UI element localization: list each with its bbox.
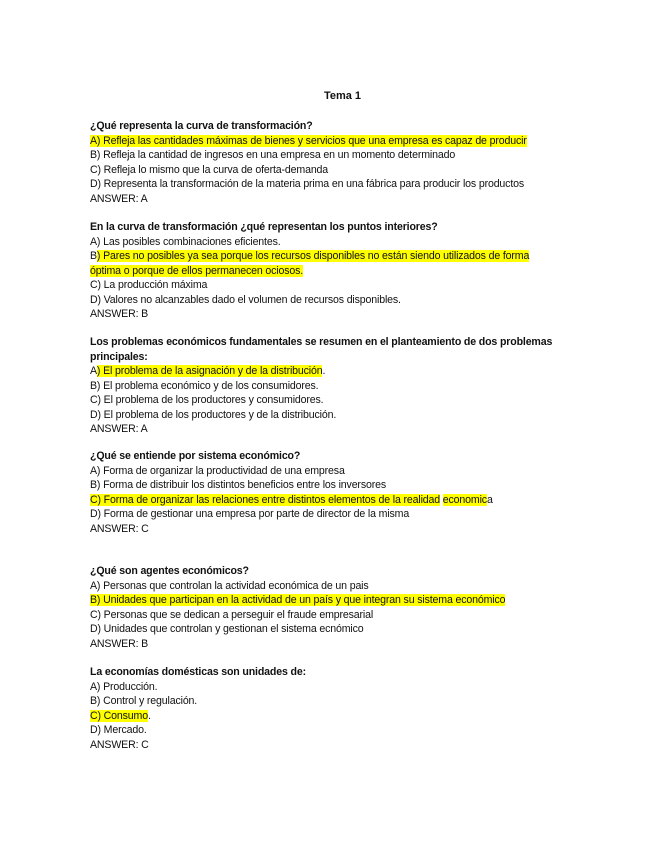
highlighted-text: economic — [442, 493, 487, 506]
answer-option — [90, 593, 560, 608]
highlighted-text: B) Unidades que participan en la actividad de un país y que integran su sistema económico — [90, 594, 506, 606]
answer-option — [90, 249, 560, 264]
answer-option — [90, 507, 560, 522]
question-text: ¿Qué representa la curva de transformación? — [90, 120, 313, 132]
highlighted-text: C) Forma de organizar las relaciones entre distintos elementos de la realidad — [90, 493, 440, 506]
option-text: A) Las posibles combinaciones eficientes. — [90, 235, 281, 248]
question-block — [90, 220, 560, 322]
answer-option — [90, 464, 560, 479]
question-text: La economías domésticas son unidades de: — [90, 666, 306, 678]
option-text: C) Personas que se dedican a perseguir el fraude empresarial — [90, 608, 374, 621]
option-text: C) La producción máxima — [90, 279, 208, 291]
answer-option — [90, 622, 560, 637]
option-text: D) El problema de los productores y de la distribución. — [90, 408, 337, 421]
answer-option — [90, 680, 560, 695]
option-text: A) Forma de organizar la productividad de una empresa — [90, 464, 345, 477]
answer-key: ANSWER: C — [90, 522, 149, 535]
question-text: Los problemas económicos fundamentales se resumen en el planteamiento de dos problemas — [90, 336, 553, 348]
answer-key: ANSWER: B — [90, 637, 149, 650]
answer-option — [90, 393, 560, 408]
answer-option — [90, 134, 560, 149]
answer-option — [90, 493, 560, 508]
answer-option — [90, 364, 560, 379]
option-text: C) Refleja lo mismo que la curva de oferta-demanda — [90, 163, 329, 176]
answer-option — [90, 235, 560, 250]
answer-option — [90, 148, 560, 163]
question-block — [90, 335, 560, 437]
question-text: ¿Qué son agentes económicos? — [90, 565, 249, 577]
answer-option — [90, 163, 560, 178]
answer-key: ANSWER: C — [90, 738, 149, 751]
option-text: D) Representa la transformación de la materia prima en una fábrica para producir los productos — [90, 178, 525, 190]
option-text: B — [90, 250, 97, 262]
answer-key: ANSWER: B — [90, 308, 149, 320]
document-title: Tema 1 — [323, 90, 362, 102]
answer-option — [90, 723, 560, 738]
answer-option — [90, 694, 560, 709]
option-text: D) Forma de gestionar una empresa por parte de director de la misma — [90, 508, 410, 520]
answer-option — [90, 264, 560, 279]
option-text: B) Control y regulación. — [90, 695, 198, 707]
option-text: D) Valores no alcanzables dado el volumen de recursos disponibles. — [90, 293, 401, 306]
answer-option — [90, 293, 560, 308]
highlighted-text: óptima o porque de ellos permanecen ociosos. — [90, 264, 304, 277]
option-text: A) Personas que controlan la actividad económica de un pais — [90, 579, 369, 592]
question-block — [90, 665, 560, 752]
question-block — [90, 564, 560, 651]
option-text: B) Refleja la cantidad de ingresos en una empresa en un momento determinado — [90, 149, 456, 161]
answer-option — [90, 579, 560, 594]
question-block — [90, 449, 560, 536]
option-text: A — [90, 365, 97, 377]
answer-option — [90, 379, 560, 394]
option-text: . — [147, 709, 151, 722]
question-text: En la curva de transformación ¿qué representan los puntos interiores? — [90, 221, 438, 233]
answer-option — [90, 478, 560, 493]
highlighted-text: C) Consumo — [90, 709, 148, 722]
option-text: D) Unidades que controlan y gestionan el sistema ecnómico — [90, 623, 364, 635]
highlighted-text: ) Pares no posibles ya sea porque los recursos disponibles no están siendo utilizados de forma — [96, 250, 530, 262]
highlighted-text: A) Refleja las cantidades máximas de bienes y servicios que una empresa es capaz de producir — [90, 134, 527, 147]
option-text: a — [486, 493, 493, 506]
answer-key: ANSWER: A — [90, 192, 148, 205]
answer-option — [90, 709, 560, 724]
answer-option — [90, 278, 560, 293]
question-text: principales: — [90, 350, 148, 363]
answer-key: ANSWER: A — [90, 423, 148, 435]
option-text: B) Forma de distribuir los distintos beneficios entre los inversores — [90, 479, 386, 491]
question-text: ¿Qué se entiende por sistema económico? — [90, 450, 301, 462]
option-text: A) Producción. — [90, 680, 158, 693]
answer-option — [90, 177, 560, 192]
option-text: C) El problema de los productores y consumidores. — [90, 394, 324, 406]
answer-option — [90, 408, 560, 423]
option-text: B) El problema económico y de los consumidores. — [90, 379, 319, 392]
question-block — [90, 119, 560, 206]
answer-option — [90, 608, 560, 623]
option-text: D) Mercado. — [90, 724, 147, 736]
option-text: . — [322, 365, 326, 377]
highlighted-text: ) El problema de la asignación y de la distribución — [96, 365, 323, 377]
